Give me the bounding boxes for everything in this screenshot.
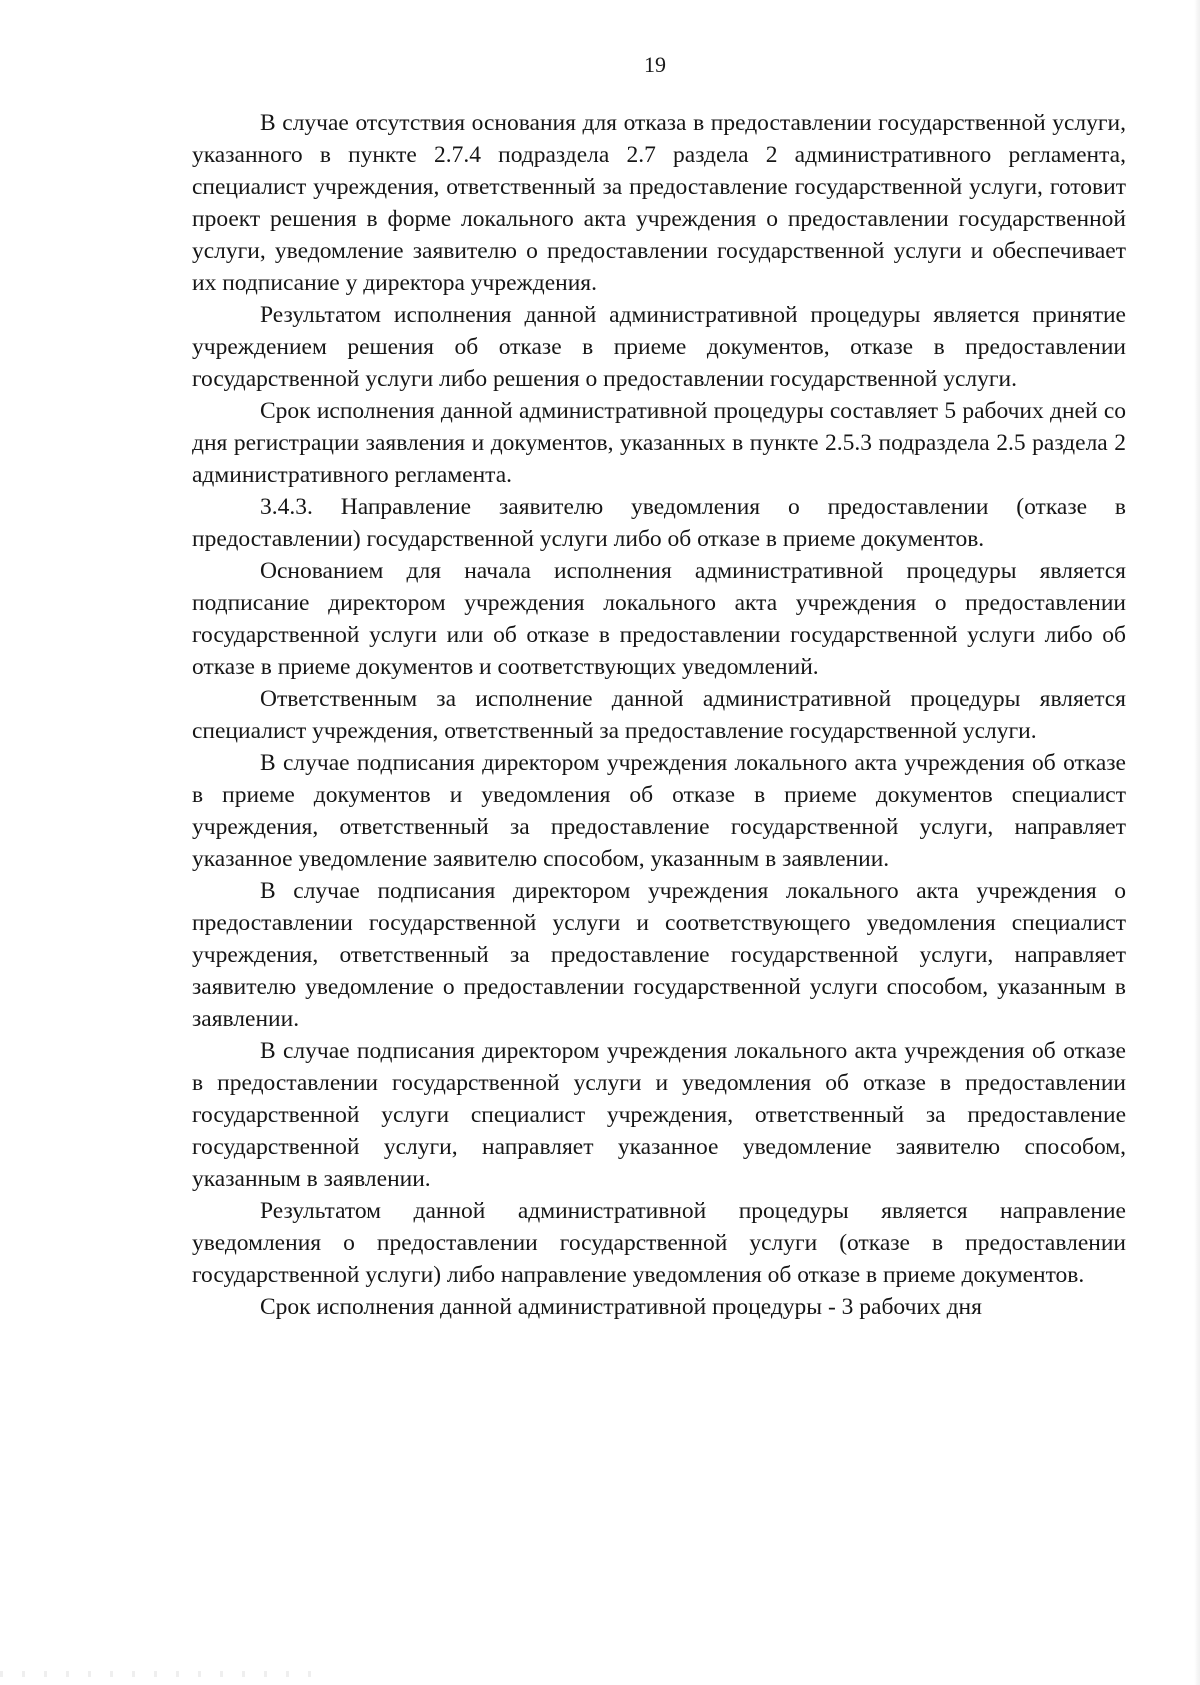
paragraph-procedure-term: Срок исполнения данной административной процедуры составляет 5 рабочих дней со дня регистрации заявления и документов, указанных в пункте 2.5.3 подраздела 2.5 раздела 2 административного регламента. bbox=[192, 398, 1126, 488]
paragraph-grant-service: В случае подписания директором учреждения локального акта учреждения о предоставлении государственной услуги и соответствующего уведомления специалист учреждения, ответственный за предоставление государственной услуги, направляет заявителю уведомление о предоставлении государственной услуги способом, указанным в заявлении. bbox=[192, 878, 1126, 1032]
paragraph-result-notification: Результатом данной административной процедуры является направление уведомления о предоставлении государственной услуги (отказе в предоставлении государственной услуги) либо направление уведомления об отказе в приеме документов. bbox=[192, 1198, 1126, 1288]
paragraph-refusal-service: В случае подписания директором учреждения локального акта учреждения об отказе в предоставлении государственной услуги и уведомления об отказе в предоставлении государственной услуги специалист учреждения, ответственный за предоставление государственной услуги, направляет указанное уведомление заявителю способом, указанным в заявлении. bbox=[192, 1038, 1126, 1192]
page-number: 19 bbox=[644, 52, 666, 77]
scan-edge-shadow bbox=[1194, 0, 1200, 1685]
document-body bbox=[192, 107, 1126, 1323]
paragraph-basis: Основанием для начала исполнения административной процедуры является подписание директором учреждения локального акта учреждения о предоставлении государственной услуги или об отказе в предоставлении государственной услуги либо об отказе в приеме документов и соответствующих уведомлений. bbox=[192, 558, 1126, 680]
paragraph-procedure-result: Результатом исполнения данной административной процедуры является принятие учреждением решения об отказе в приеме документов, отказе в предоставлении государственной услуги либо решения о предоставлении государственной услуги. bbox=[192, 302, 1126, 392]
paragraph-responsible: Ответственным за исполнение данной административной процедуры является специалист учреждения, ответственный за предоставление государственной услуги. bbox=[192, 686, 1126, 744]
scan-noise bbox=[0, 1671, 320, 1677]
paragraph-refusal-documents: В случае подписания директором учреждения локального акта учреждения об отказе в приеме документов и уведомления об отказе в приеме документов специалист учреждения, ответственный за предоставление государственной услуги, направляет указанное уведомление заявителю способом, указанным в заявлении. bbox=[192, 750, 1126, 872]
paragraph-term-3-days: Срок исполнения данной административной процедуры - 3 рабочих дня bbox=[260, 1294, 982, 1320]
section-heading-3-4-3: 3.4.3. Направление заявителю уведомления о предоставлении (отказе в предоставлении) государственной услуги либо об отказе в приеме документов. bbox=[192, 494, 1126, 552]
paragraph-no-refusal-grounds: В случае отсутствия основания для отказа в предоставлении государственной услуги, указанного в пункте 2.7.4 подраздела 2.7 раздела 2 административного регламента, специалист учреждения, ответственный за предоставление государственной услуги, готовит проект решения в форме локального акта учреждения о предоставлении государственной услуги, уведомление заявителю о предоставлении государственной услуги и обеспечивает их подписание у директора учреждения. bbox=[192, 110, 1126, 296]
